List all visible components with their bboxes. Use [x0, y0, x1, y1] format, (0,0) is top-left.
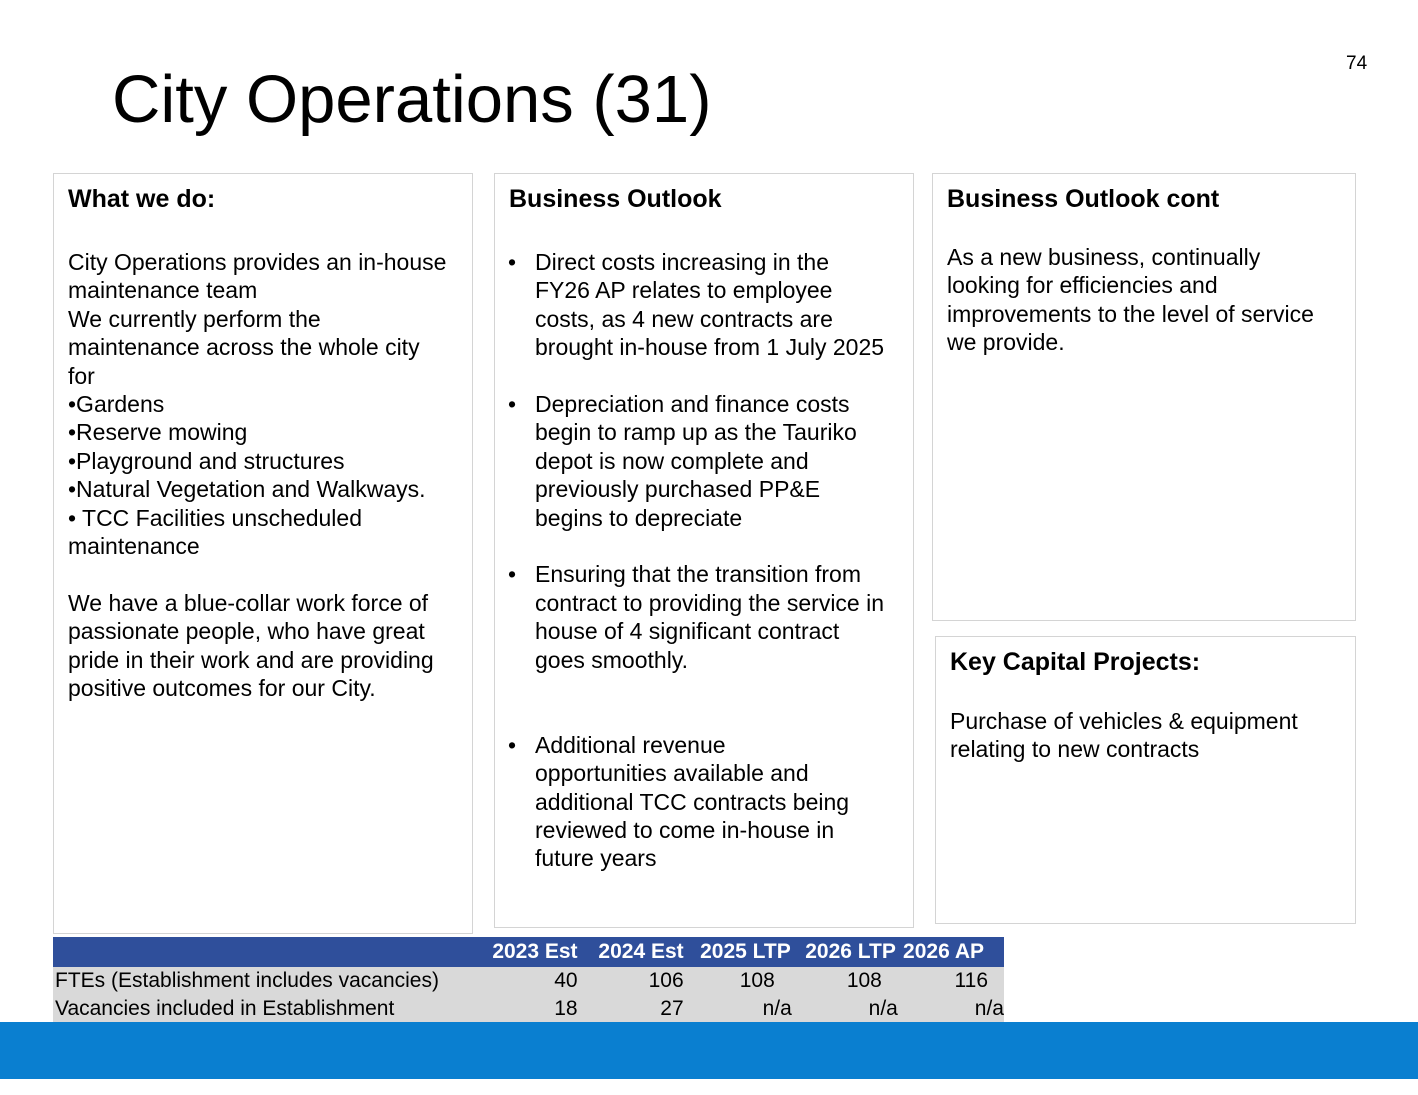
key-capital-projects-body	[950, 707, 1298, 764]
key-capital-projects-heading: Key Capital Projects:	[950, 648, 1201, 676]
what-we-do-line: passionate people, who have great	[68, 618, 425, 645]
business-outlook-panel	[494, 173, 914, 928]
what-we-do-line: •Gardens	[68, 391, 165, 418]
outlook-bullet-line: • Additional revenue	[535, 731, 726, 758]
outlook-cont-line: improvements to the level of service	[947, 300, 1314, 327]
outlook-bullet-line: • Depreciation and finance costs	[535, 391, 850, 418]
outlook-cont-line: looking for efficiencies and	[947, 272, 1218, 299]
column-header: 2025 LTP	[686, 937, 792, 967]
fte-table	[53, 937, 1004, 1023]
column-header: 2026 AP	[898, 937, 1004, 967]
outlook-bullet-line: costs, as 4 new contracts are	[535, 305, 833, 332]
outlook-bullet-item	[508, 390, 884, 532]
table-cell: 116	[898, 967, 1004, 995]
what-we-do-line: maintenance across the whole city	[68, 334, 420, 361]
outlook-cont-line: we provide.	[947, 329, 1065, 356]
table-cell: 18	[473, 995, 579, 1023]
what-we-do-line: • TCC Facilities unscheduled	[68, 504, 362, 531]
page-title: City Operations (31)	[112, 62, 712, 137]
column-header	[53, 937, 473, 967]
business-outlook-cont-body	[947, 243, 1314, 357]
what-we-do-line: pride in their work and are providing	[68, 646, 434, 673]
business-outlook-heading: Business Outlook	[509, 185, 722, 213]
outlook-bullet-line: previously purchased PP&E	[535, 476, 821, 503]
outlook-bullet-item	[508, 248, 884, 362]
what-we-do-line: City Operations provides an in-house	[68, 249, 447, 275]
table-cell: 108	[792, 967, 898, 995]
capital-project-line: Purchase of vehicles & equipment	[950, 708, 1298, 734]
table-cell: n/a	[686, 995, 792, 1023]
fte-table-header-row	[53, 937, 1004, 967]
what-we-do-line: We have a blue-collar work force of	[68, 589, 429, 616]
what-we-do-line: •Natural Vegetation and Walkways.	[68, 476, 426, 503]
what-we-do-line: We currently perform the	[68, 305, 321, 332]
table-cell: 106	[580, 967, 686, 995]
what-we-do-line: •Playground and structures	[68, 447, 345, 474]
outlook-bullet-line: opportunities available and	[535, 760, 809, 787]
what-we-do-line: •Reserve mowing	[68, 419, 248, 446]
outlook-cont-line: As a new business, continually	[947, 244, 1261, 270]
capital-project-line: relating to new contracts	[950, 736, 1200, 763]
outlook-bullet-item	[508, 560, 884, 674]
table-cell: n/a	[792, 995, 898, 1023]
table-cell: 108	[686, 967, 792, 995]
table-cell: 27	[580, 995, 686, 1023]
outlook-bullet-line: reviewed to come in-house in	[535, 817, 835, 844]
column-header: 2023 Est	[473, 937, 579, 967]
what-we-do-line: for	[68, 362, 95, 389]
outlook-bullet-line: begin to ramp up as the Tauriko	[535, 419, 857, 446]
footer-band	[0, 1022, 1418, 1079]
outlook-bullet-line: future years	[535, 845, 657, 872]
outlook-bullet-line: additional TCC contracts being	[535, 788, 850, 815]
outlook-bullet-line: • Ensuring that the transition from	[535, 561, 861, 588]
business-outlook-bullets	[508, 248, 884, 901]
business-outlook-cont-panel	[932, 173, 1356, 621]
outlook-bullet-line: goes smoothly.	[535, 646, 688, 673]
outlook-bullet-line: depot is now complete and	[535, 447, 809, 474]
outlook-bullet-line: house of 4 significant contract	[535, 618, 840, 645]
table-row	[53, 995, 1004, 1023]
key-capital-projects-panel	[935, 636, 1356, 924]
what-we-do-heading: What we do:	[68, 185, 216, 213]
page-number: 74	[1346, 53, 1368, 74]
outlook-bullet-item	[508, 731, 884, 873]
what-we-do-line: positive outcomes for our City.	[68, 675, 376, 702]
column-header: 2026 LTP	[792, 937, 898, 967]
outlook-bullet-line: brought in-house from 1 July 2025	[535, 334, 885, 361]
table-cell: 40	[473, 967, 579, 995]
what-we-do-body	[68, 248, 446, 702]
outlook-bullet-line: FY26 AP relates to employee	[535, 277, 833, 304]
what-we-do-line: maintenance	[68, 533, 200, 560]
table-cell: n/a	[898, 995, 1004, 1023]
what-we-do-panel	[53, 173, 473, 934]
table-row	[53, 967, 1004, 995]
outlook-bullet-line: • Direct costs increasing in the	[535, 249, 830, 275]
row-label: Vacancies included in Establishment	[53, 995, 473, 1023]
outlook-bullet-line: contract to providing the service in	[535, 589, 885, 616]
column-header: 2024 Est	[580, 937, 686, 967]
business-outlook-cont-heading: Business Outlook cont	[947, 185, 1220, 213]
row-label: FTEs (Establishment includes vacancies)	[53, 967, 473, 995]
outlook-bullet-line: begins to depreciate	[535, 504, 743, 531]
what-we-do-line: maintenance team	[68, 277, 258, 304]
